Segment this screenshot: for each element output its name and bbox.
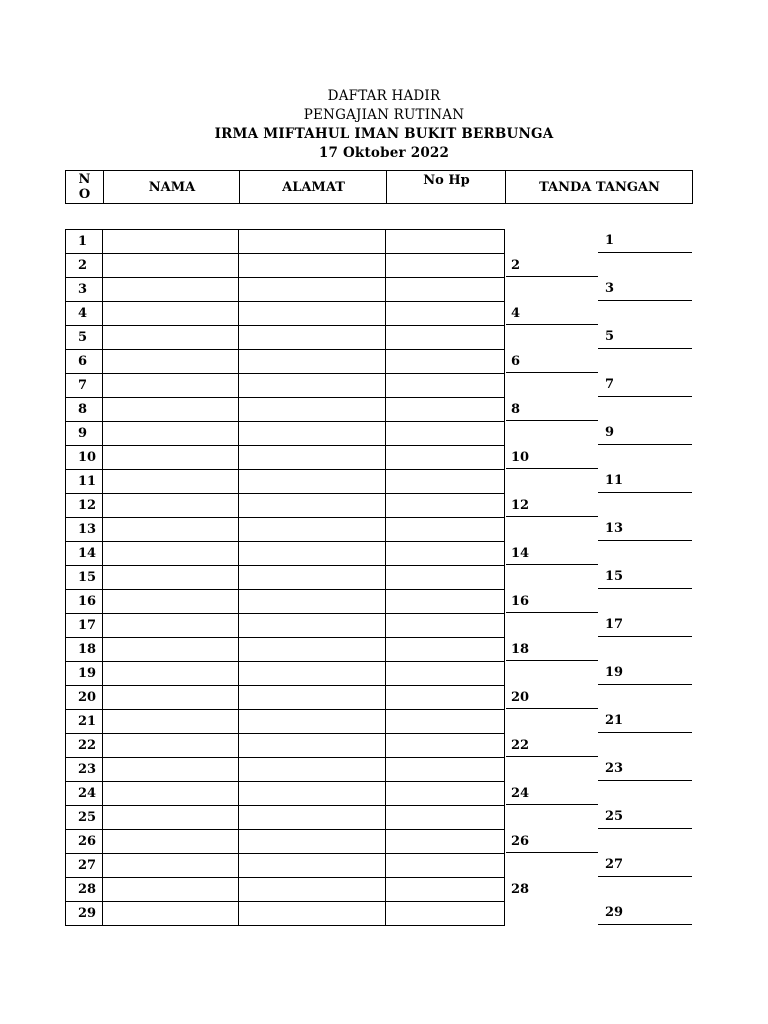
table-row	[65, 350, 505, 374]
cell-no: 19	[65, 662, 102, 685]
cell-nama[interactable]	[102, 422, 238, 445]
cell-nama[interactable]	[102, 230, 238, 253]
cell-nohp[interactable]	[385, 398, 505, 421]
cell-nama[interactable]	[102, 806, 238, 829]
signature-number: 26	[511, 834, 530, 849]
cell-nohp[interactable]	[385, 902, 505, 925]
cell-alamat[interactable]	[238, 614, 385, 637]
cell-alamat[interactable]	[238, 350, 385, 373]
cell-no: 2	[65, 254, 102, 277]
signature-number: 21	[605, 713, 624, 728]
header-no-top: N	[78, 172, 91, 187]
signature-number: 3	[605, 281, 615, 296]
cell-no: 14	[65, 542, 102, 565]
signature-line-left	[506, 804, 598, 805]
table-row	[65, 326, 505, 350]
header-nama-label: NAMA	[148, 179, 196, 195]
cell-no: 1	[65, 230, 102, 253]
cell-alamat[interactable]	[238, 686, 385, 709]
table-row	[65, 230, 505, 254]
header-alamat-label: ALAMAT	[282, 179, 345, 195]
table-row	[65, 854, 505, 878]
signature-line-left	[506, 852, 598, 853]
signature-line-right	[598, 348, 692, 349]
cell-nama[interactable]	[102, 758, 238, 781]
signature-number: 18	[511, 642, 530, 657]
signature-line-left	[506, 324, 598, 325]
cell-nohp[interactable]	[385, 758, 505, 781]
cell-alamat[interactable]	[238, 542, 385, 565]
signature-number: 23	[605, 761, 624, 776]
signature-line-left	[506, 468, 598, 469]
cell-alamat[interactable]	[238, 830, 385, 853]
cell-alamat[interactable]	[238, 782, 385, 805]
signature-line-right	[598, 252, 692, 253]
table-row	[65, 398, 505, 422]
cell-alamat[interactable]	[238, 302, 385, 325]
cell-nama[interactable]	[102, 350, 238, 373]
cell-nama[interactable]	[102, 614, 238, 637]
cell-alamat[interactable]	[238, 734, 385, 757]
cell-alamat[interactable]	[238, 278, 385, 301]
cell-nama[interactable]	[102, 470, 238, 493]
signature-line-right	[598, 924, 692, 925]
cell-no: 24	[65, 782, 102, 805]
signature-line-right	[598, 684, 692, 685]
cell-no: 25	[65, 806, 102, 829]
cell-nama[interactable]	[102, 878, 238, 901]
signature-number: 20	[511, 690, 530, 705]
cell-alamat[interactable]	[238, 470, 385, 493]
table-row	[65, 566, 505, 590]
cell-nohp[interactable]	[385, 230, 505, 253]
signature-number: 9	[605, 425, 615, 440]
signature-line-right	[598, 588, 692, 589]
signature-number: 28	[511, 882, 530, 897]
title-line-4: 17 Oktober 2022	[318, 145, 450, 161]
signature-line-left	[506, 372, 598, 373]
cell-nohp[interactable]	[385, 302, 505, 325]
table-row	[65, 710, 505, 734]
table-row	[65, 830, 505, 854]
cell-nama[interactable]	[102, 902, 238, 925]
cell-nohp[interactable]	[385, 542, 505, 565]
cell-alamat[interactable]	[238, 758, 385, 781]
cell-alamat[interactable]	[238, 494, 385, 517]
cell-nohp[interactable]	[385, 566, 505, 589]
cell-nohp[interactable]	[385, 518, 505, 541]
document-title	[0, 87, 768, 163]
signature-number: 7	[605, 377, 615, 392]
cell-nama[interactable]	[102, 302, 238, 325]
cell-nama[interactable]	[102, 830, 238, 853]
cell-no: 27	[65, 854, 102, 877]
signature-number: 1	[605, 233, 615, 248]
table-row	[65, 662, 505, 686]
signature-number: 25	[605, 809, 624, 824]
signature-line-left	[506, 612, 598, 613]
signature-number: 5	[605, 329, 615, 344]
table-row	[65, 302, 505, 326]
cell-no: 18	[65, 638, 102, 661]
cell-alamat[interactable]	[238, 326, 385, 349]
cell-alamat[interactable]	[238, 902, 385, 925]
cell-no: 28	[65, 878, 102, 901]
cell-alamat[interactable]	[238, 590, 385, 613]
table-row	[65, 614, 505, 638]
cell-nohp[interactable]	[385, 686, 505, 709]
cell-nohp[interactable]	[385, 830, 505, 853]
table-row	[65, 638, 505, 662]
cell-nama[interactable]	[102, 662, 238, 685]
signature-line-right	[598, 636, 692, 637]
cell-no: 23	[65, 758, 102, 781]
cell-alamat[interactable]	[238, 254, 385, 277]
cell-no: 13	[65, 518, 102, 541]
cell-alamat[interactable]	[238, 638, 385, 661]
cell-no: 15	[65, 566, 102, 589]
signature-number: 27	[605, 857, 624, 872]
signature-line-right	[598, 876, 692, 877]
signature-number: 6	[511, 354, 521, 369]
table-row	[65, 758, 505, 782]
cell-nohp[interactable]	[385, 638, 505, 661]
signature-line-right	[598, 396, 692, 397]
header-tanda-tangan	[505, 171, 693, 203]
signature-line-left	[506, 516, 598, 517]
cell-alamat[interactable]	[238, 374, 385, 397]
header-no-bottom: O	[78, 187, 91, 202]
title-line-1: DAFTAR HADIR	[327, 88, 441, 104]
cell-no: 11	[65, 470, 102, 493]
cell-nama[interactable]	[102, 398, 238, 421]
cell-alamat[interactable]	[238, 518, 385, 541]
cell-nama[interactable]	[102, 590, 238, 613]
table-row	[65, 686, 505, 710]
cell-nama[interactable]	[102, 518, 238, 541]
table-row	[65, 278, 505, 302]
signature-line-right	[598, 444, 692, 445]
signature-number: 4	[511, 306, 521, 321]
cell-no: 21	[65, 710, 102, 733]
header-nohp	[386, 171, 506, 203]
signature-number: 14	[511, 546, 530, 561]
signature-number: 15	[605, 569, 624, 584]
cell-alamat[interactable]	[238, 710, 385, 733]
cell-no: 10	[65, 446, 102, 469]
table-row	[65, 902, 505, 926]
cell-alamat[interactable]	[238, 422, 385, 445]
signature-number: 11	[605, 473, 624, 488]
signature-line-left	[506, 564, 598, 565]
header-no	[66, 171, 103, 203]
cell-nohp[interactable]	[385, 374, 505, 397]
signature-number: 10	[511, 450, 530, 465]
cell-alamat[interactable]	[238, 566, 385, 589]
cell-nohp[interactable]	[385, 494, 505, 517]
cell-no: 5	[65, 326, 102, 349]
table-row	[65, 422, 505, 446]
table-row	[65, 542, 505, 566]
cell-nohp[interactable]	[385, 734, 505, 757]
cell-nama[interactable]	[102, 278, 238, 301]
table-row	[65, 806, 505, 830]
cell-no: 16	[65, 590, 102, 613]
cell-nohp[interactable]	[385, 326, 505, 349]
cell-nohp[interactable]	[385, 662, 505, 685]
signature-line-left	[506, 708, 598, 709]
title-line-2: PENGAJIAN RUTINAN	[303, 107, 465, 123]
signature-line-left	[506, 756, 598, 757]
cell-nama[interactable]	[102, 542, 238, 565]
cell-no: 20	[65, 686, 102, 709]
cell-nohp[interactable]	[385, 590, 505, 613]
signature-number: 13	[605, 521, 624, 536]
cell-nama[interactable]	[102, 638, 238, 661]
cell-no: 9	[65, 422, 102, 445]
cell-no: 6	[65, 350, 102, 373]
cell-nohp[interactable]	[385, 254, 505, 277]
signature-number: 8	[511, 402, 521, 417]
cell-nama[interactable]	[102, 566, 238, 589]
cell-nohp[interactable]	[385, 806, 505, 829]
cell-no: 17	[65, 614, 102, 637]
signature-number: 29	[605, 905, 624, 920]
cell-no: 26	[65, 830, 102, 853]
signature-line-right	[598, 780, 692, 781]
cell-no: 7	[65, 374, 102, 397]
cell-nama[interactable]	[102, 710, 238, 733]
header-tanda-tangan-label: TANDA TANGAN	[539, 179, 660, 195]
cell-nohp[interactable]	[385, 446, 505, 469]
title-line-3: IRMA MIFTAHUL IMAN BUKIT BERBUNGA	[214, 126, 554, 142]
table-header	[65, 170, 693, 204]
cell-nohp[interactable]	[385, 782, 505, 805]
table-row	[65, 878, 505, 902]
signature-line-right	[598, 828, 692, 829]
cell-nohp[interactable]	[385, 278, 505, 301]
cell-nohp[interactable]	[385, 710, 505, 733]
cell-nama[interactable]	[102, 494, 238, 517]
signature-line-left	[506, 420, 598, 421]
cell-alamat[interactable]	[238, 398, 385, 421]
signature-line-left	[506, 276, 598, 277]
header-nohp-label: No Hp	[423, 173, 470, 188]
signature-number: 17	[605, 617, 624, 632]
table-row	[65, 782, 505, 806]
signature-number: 16	[511, 594, 530, 609]
cell-nama[interactable]	[102, 374, 238, 397]
cell-nohp[interactable]	[385, 614, 505, 637]
table-row	[65, 518, 505, 542]
cell-alamat[interactable]	[238, 662, 385, 685]
table-row	[65, 446, 505, 470]
cell-nohp[interactable]	[385, 422, 505, 445]
cell-nama[interactable]	[102, 686, 238, 709]
cell-nohp[interactable]	[385, 878, 505, 901]
table-row	[65, 494, 505, 518]
signature-line-right	[598, 732, 692, 733]
cell-alamat[interactable]	[238, 446, 385, 469]
signature-number: 24	[511, 786, 530, 801]
cell-nohp[interactable]	[385, 470, 505, 493]
attendance-table	[65, 229, 505, 926]
cell-nama[interactable]	[102, 854, 238, 877]
cell-nama[interactable]	[102, 326, 238, 349]
cell-no: 3	[65, 278, 102, 301]
cell-alamat[interactable]	[238, 878, 385, 901]
cell-no: 8	[65, 398, 102, 421]
header-nama	[103, 171, 240, 203]
table-row	[65, 254, 505, 278]
header-alamat	[239, 171, 387, 203]
table-row	[65, 590, 505, 614]
cell-no: 12	[65, 494, 102, 517]
table-row	[65, 374, 505, 398]
cell-nama[interactable]	[102, 734, 238, 757]
cell-nama[interactable]	[102, 446, 238, 469]
table-row	[65, 470, 505, 494]
signature-line-left	[506, 660, 598, 661]
signature-number: 12	[511, 498, 530, 513]
signature-number: 2	[511, 258, 521, 273]
cell-no: 22	[65, 734, 102, 757]
signature-number: 19	[605, 665, 624, 680]
table-row	[65, 734, 505, 758]
cell-alamat[interactable]	[238, 230, 385, 253]
cell-nohp[interactable]	[385, 854, 505, 877]
signature-line-right	[598, 300, 692, 301]
cell-no: 4	[65, 302, 102, 325]
cell-alamat[interactable]	[238, 854, 385, 877]
cell-nama[interactable]	[102, 254, 238, 277]
signature-line-right	[598, 492, 692, 493]
cell-nama[interactable]	[102, 782, 238, 805]
cell-no: 29	[65, 902, 102, 925]
cell-alamat[interactable]	[238, 806, 385, 829]
cell-nohp[interactable]	[385, 350, 505, 373]
signature-number: 22	[511, 738, 530, 753]
signature-line-right	[598, 540, 692, 541]
